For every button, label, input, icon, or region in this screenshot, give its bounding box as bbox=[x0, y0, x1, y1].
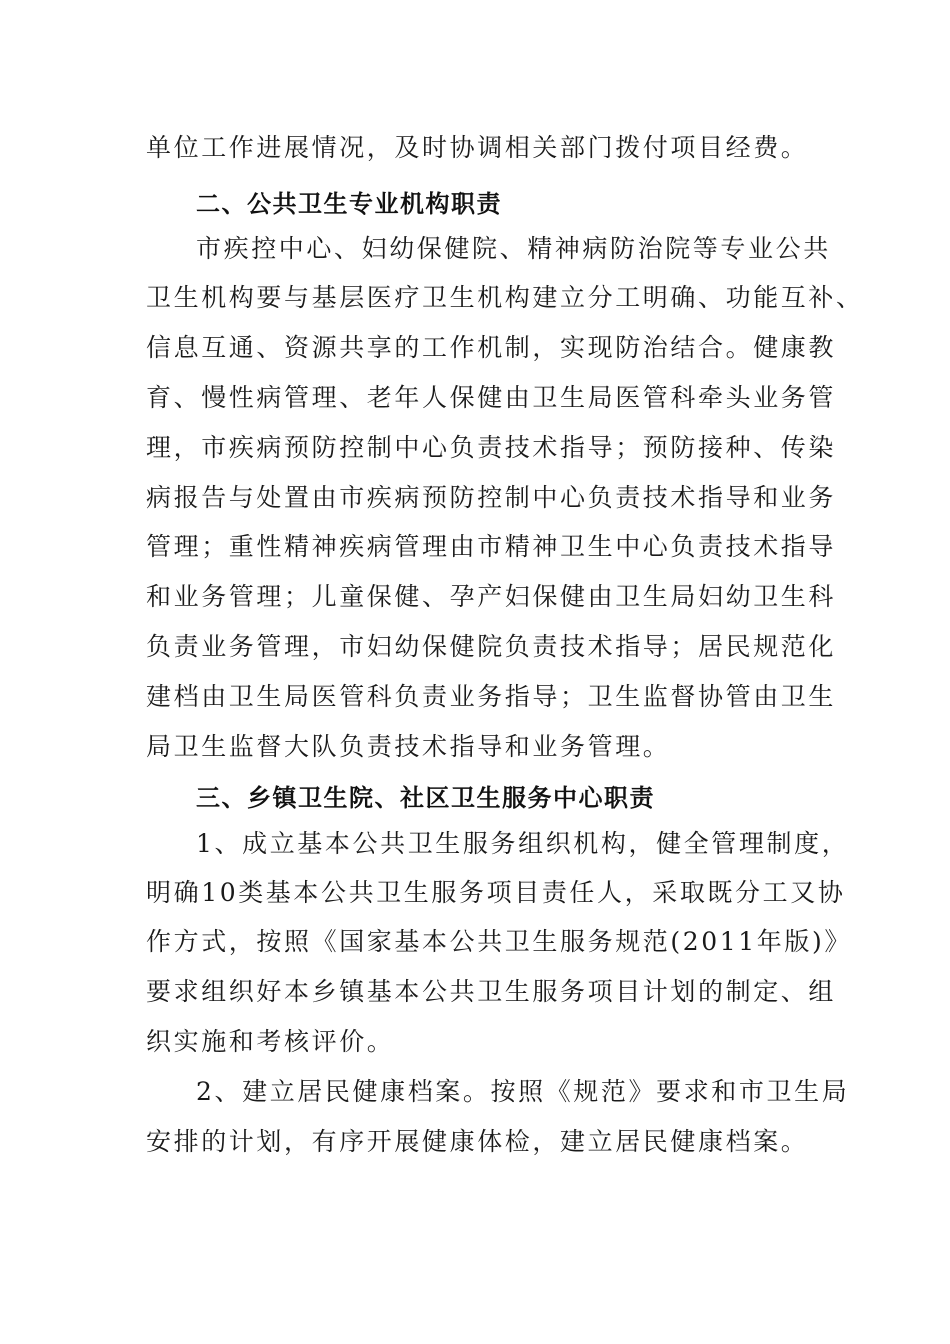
section-heading: 三、乡镇卫生院、社区卫生服务中心职责 bbox=[196, 784, 655, 812]
paragraph-line: 局卫生监督大队负责技术指导和业务管理。 bbox=[146, 732, 671, 761]
paragraph-line: 病报告与处置由市疾病预防控制中心负责技术指导和业务 bbox=[146, 483, 837, 512]
paragraph-line: 和业务管理；儿童保健、孕产妇保健由卫生局妇幼卫生科 bbox=[146, 582, 837, 611]
section-heading: 二、公共卫生专业机构职责 bbox=[196, 190, 502, 218]
paragraph-line: 单位工作进展情况，及时协调相关部门拨付项目经费。 bbox=[146, 133, 809, 162]
paragraph-line: 明确10类基本公共卫生服务项目责任人，采取既分工又协 bbox=[146, 878, 846, 907]
paragraph-line: 安排的计划，有序开展健康体检，建立居民健康档案。 bbox=[146, 1127, 809, 1156]
paragraph-line: 信息互通、资源共享的工作机制，实现防治结合。健康教 bbox=[146, 333, 837, 362]
paragraph-line: 2、建立居民健康档案。按照《规范》要求和市卫生局 bbox=[196, 1077, 850, 1106]
paragraph-line: 织实施和考核评价。 bbox=[146, 1027, 395, 1056]
paragraph-line: 要求组织好本乡镇基本公共卫生服务项目计划的制定、组 bbox=[146, 977, 837, 1006]
paragraph-line: 管理；重性精神疾病管理由市精神卫生中心负责技术指导 bbox=[146, 532, 837, 561]
paragraph-line: 1、成立基本公共卫生服务组织机构，健全管理制度， bbox=[196, 829, 850, 858]
paragraph-line: 市疾控中心、妇幼保健院、精神病防治院等专业公共 bbox=[196, 234, 831, 263]
paragraph-line: 理，市疾病预防控制中心负责技术指导；预防接种、传染 bbox=[146, 433, 837, 462]
paragraph-line: 作方式，按照《国家基本公共卫生服务规范(2011年版)》 bbox=[146, 927, 852, 956]
paragraph-line: 负责业务管理，市妇幼保健院负责技术指导；居民规范化 bbox=[146, 632, 837, 661]
paragraph-line: 育、慢性病管理、老年人保健由卫生局医管科牵头业务管 bbox=[146, 383, 837, 412]
paragraph-line: 卫生机构要与基层医疗卫生机构建立分工明确、功能互补、 bbox=[146, 283, 864, 312]
paragraph-line: 建档由卫生局医管科负责业务指导；卫生监督协管由卫生 bbox=[146, 682, 837, 711]
